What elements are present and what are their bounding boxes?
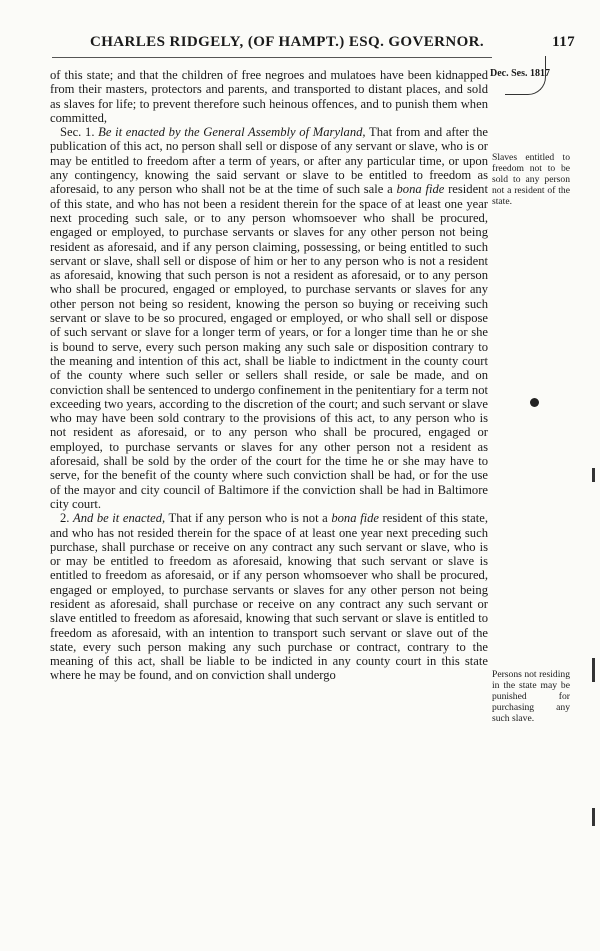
intro-paragraph: of this state; and that the children of free negroes and mulatoes have been kidnapped from their masters, protectors and parents, and transported to distant places, and sold as slaves for life; to prevent therefore such heinous offences, and to punish them when committed, [50,68,488,125]
section-1-enacting-clause: Be it enacted by the General Assembly of Maryland, [98,125,366,140]
margin-note-slaves-entitled: Slaves entitled to freedom not to be sold to any person not a resident of the state. [492,152,570,207]
section-1-text-continued: resident of this state, and who has not been a resident therein for the space of at least one year next proceding such sale, or to any person whomsoever who shall be procured, engaged or employed, to purchase servants or slaves for any other person not being resident as aforesaid, and if any person claiming, possessing, or being entitled to such servant or slave, shall sell or dispose of him or her to any person who is not a resident as aforesaid, knowing that such person is not a resident as aforesaid, or to any person who shall be procured, engaged or employed, to purchase servants or slaves for any other person not being so resident, knowing the person so buying or receiving such servant or slave to be so procured, engaged or employed, or who shall sell or dispose of such servant or slave for a longer term of years, or for a longer time than he or she is bound to serve, every such person making any such sale or disposition contrary to the meaning and intention of this act, shall be liable to indictment in the county court of the county where such seller or sellers shall reside, or sale be made, and on conviction shall be sentenced to undergo confinement in the penitentiary for a term not exceeding two years, according to the discretion of the court; and such servant or slave who may have been sold contrary to the provisions of this act, to any person who is not resident as aforesaid, or to any person who shall be procured, engaged or employed, to purchase servants or slaves for any other person not a resident as aforesaid, shall be sold by the order of the court for the time he or she may have to serve, for the benefit of the county where such conviction shall be had, or for the use of the mayor and city council of Baltimore if the conviction shall be had in Baltimore city court. [50,182,488,511]
section-2-bona-fide: bona fide [331,511,379,526]
ink-blot [530,398,539,407]
page-edge-mark [592,808,595,826]
page-edge-mark [592,658,595,682]
section-2-paragraph [50,511,488,683]
margin-note-persons-not-residing: Persons not residing in the state may be punished for purchasing any such slave. [492,669,570,724]
page-edge-mark [592,468,595,482]
handwritten-bracket [505,56,546,95]
section-1-paragraph [50,125,488,511]
section-2-enacting-clause: And be it enacted, [73,511,166,526]
section-1-bona-fide: bona fide [396,182,445,197]
section-2-lead: 2. [60,511,70,526]
session-date-note: Dec. Ses. 1817 [490,68,550,79]
section-1-lead: Sec. 1. [60,125,95,140]
running-header [80,34,575,54]
running-title: CHARLES RIDGELY, (OF HAMPT.) ESQ. GOVERNOR. [90,34,485,50]
section-2-text-continued: resident of this state, and who has not resided therein for the space of at least one year next preceding such purchase, shall purchase or receive on any contract any such servant or slave, who is or may be entitled to freedom as aforesaid, knowing that such servant or slave is entitled to freedom as aforesaid, or if any person whomsoever who shall be procured, engaged or employed, to purchase servants or slaves for any other person not being resident as aforesaid, shall purchase or receive on any contract any such servant or slave entitled to freedom as aforesaid, knowing that such servant or slave is entitled to freedom as aforesaid, with an intention to transport such servant or slave out of the state, every such person making any such purchase or contract, contrary to the meaning of this act, shall be liable to be indicted in any county court in this state where he may be found, and on conviction shall undergo [50,511,488,683]
header-rule [52,57,492,58]
section-1-text: That from and after the publication of this act, no person shall sell or dispose of any servant or slave, who is or may be entitled to freedom after a term of years, or after any particular time, or upon any contingency, knowing the said servant or slave to be entitled to freedom as aforesaid, to any person who shall not be at the time of such sale a [50,125,488,197]
page-number: 117 [552,34,575,50]
section-2-text: That if any person who is not a [168,511,328,526]
body-text [50,68,488,683]
